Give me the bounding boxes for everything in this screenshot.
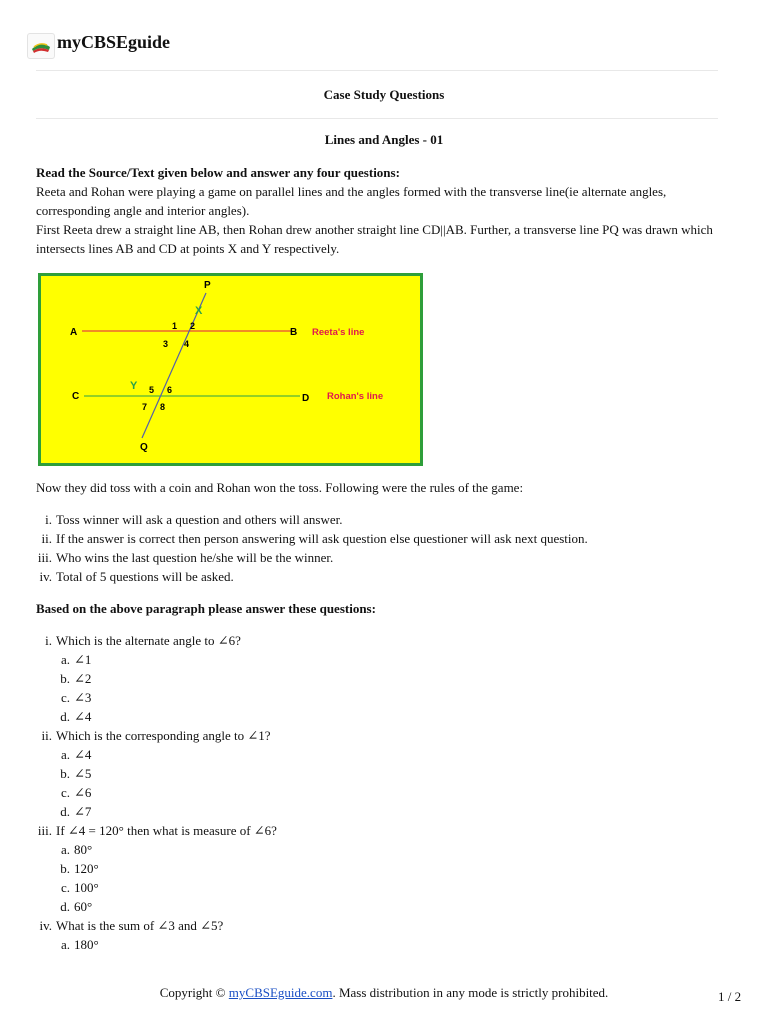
intro-text — [36, 163, 726, 258]
question-number: iii. — [37, 823, 52, 838]
option-text: ∠5 — [74, 766, 92, 781]
option-text: ∠4 — [74, 709, 92, 724]
footer — [0, 985, 768, 1001]
option-letter: a. — [60, 747, 70, 762]
rule-text: Toss winner will ask a question and others will answer. — [56, 512, 343, 527]
option-letter: c. — [60, 785, 70, 800]
option-item — [36, 878, 726, 897]
subtitle: Lines and Angles - 01 — [324, 132, 444, 147]
option-letter: d. — [60, 804, 70, 819]
questions-heading: Based on the above paragraph please answer these questions: — [36, 601, 376, 616]
option-item — [36, 859, 726, 878]
option-text: 80° — [74, 842, 93, 857]
logo-icon[interactable] — [27, 33, 55, 59]
angle-1: 1 — [172, 321, 178, 331]
label-X: X — [195, 305, 203, 317]
option-item — [36, 783, 726, 802]
option-text: ∠3 — [74, 690, 92, 705]
copyright-prefix: Copyright © — [159, 985, 229, 1000]
label-P: P — [204, 280, 211, 291]
rules-list — [36, 510, 726, 586]
option-item — [36, 650, 726, 669]
question-text: Which is the alternate angle to ∠6? — [56, 633, 241, 648]
paragraph: Now they did toss with a coin and Rohan won the toss. Following were the rules of the game: — [36, 480, 524, 495]
option-letter: b. — [60, 861, 70, 876]
option-item — [36, 802, 726, 821]
option-text: 60° — [74, 899, 93, 914]
angle-4: 4 — [184, 339, 190, 349]
game-rules-section — [36, 478, 726, 586]
option-text: ∠6 — [74, 785, 92, 800]
rule-number: iv. — [39, 569, 52, 584]
question-item — [36, 821, 726, 840]
question-text: If ∠4 = 120° then what is measure of ∠6? — [56, 823, 277, 838]
option-item — [36, 669, 726, 688]
divider — [36, 70, 718, 71]
rohan-line-label: Rohan's line — [327, 391, 384, 402]
label-D: D — [302, 393, 310, 404]
label-B: B — [290, 327, 298, 338]
question-item — [36, 726, 726, 745]
angle-3: 3 — [163, 339, 169, 349]
question-text: What is the sum of ∠3 and ∠5? — [56, 918, 224, 933]
rule-item — [36, 510, 726, 529]
option-text: 120° — [74, 861, 99, 876]
option-text: ∠1 — [74, 652, 92, 667]
figure-background — [40, 275, 422, 465]
option-text: 180° — [74, 937, 99, 952]
rule-item — [36, 529, 726, 548]
rule-number: i. — [45, 512, 52, 527]
reeta-line-label: Reeta's line — [312, 327, 365, 338]
option-letter: a. — [60, 842, 70, 857]
question-text: Which is the corresponding angle to ∠1? — [56, 728, 271, 743]
question-item — [36, 631, 726, 650]
angle-7: 7 — [142, 402, 148, 412]
option-letter: b. — [60, 766, 70, 781]
rule-item — [36, 548, 726, 567]
question-number: i. — [45, 633, 52, 648]
instruction: Read the Source/Text given below and answer any four questions: — [36, 165, 400, 180]
option-letter: b. — [60, 671, 70, 686]
option-letter: d. — [60, 709, 70, 724]
lines-angles-figure — [38, 273, 423, 466]
angle-2: 2 — [190, 321, 196, 331]
page-number: 1 / 2 — [718, 989, 742, 1004]
option-item — [36, 745, 726, 764]
option-text: ∠2 — [74, 671, 92, 686]
questions-section — [36, 599, 726, 954]
rule-text: If the answer is correct then person answering will ask question else questioner will ask next question. — [56, 531, 588, 546]
angle-5: 5 — [149, 385, 155, 395]
option-item — [36, 935, 726, 954]
rule-item — [36, 567, 726, 586]
option-item — [36, 897, 726, 916]
angle-6: 6 — [167, 385, 173, 395]
option-letter: c. — [60, 690, 70, 705]
option-letter: a. — [60, 937, 70, 952]
question-number: iv. — [39, 918, 52, 933]
question-item — [36, 916, 726, 935]
rule-number: iii. — [37, 550, 52, 565]
label-Q: Q — [140, 442, 148, 453]
label-A: A — [70, 327, 78, 338]
section-title: Case Study Questions — [323, 87, 445, 102]
paragraph: First Reeta drew a straight line AB, then Rohan drew another straight line CD||AB. Further, a transverse line PQ was drawn which intersects lines AB and CD at points X and Y respectively. — [36, 222, 713, 256]
label-C: C — [72, 391, 80, 402]
rule-number: ii. — [41, 531, 52, 546]
option-text: ∠7 — [74, 804, 92, 819]
angle-8: 8 — [160, 402, 166, 412]
option-letter: d. — [60, 899, 70, 914]
question-number: ii. — [41, 728, 52, 743]
option-item — [36, 840, 726, 859]
option-text: ∠4 — [74, 747, 92, 762]
brand-name[interactable]: myCBSEguide — [57, 32, 171, 52]
label-Y: Y — [130, 380, 138, 392]
option-letter: c. — [60, 880, 70, 895]
option-letter: a. — [60, 652, 70, 667]
option-item — [36, 764, 726, 783]
paragraph: Reeta and Rohan were playing a game on parallel lines and the angles formed with the transverse line(ie alternate angles, corresponding angle and interior angles). — [36, 184, 667, 218]
divider — [36, 118, 718, 119]
copyright-suffix: . Mass distribution in any mode is strictly prohibited. — [332, 985, 609, 1000]
option-item — [36, 707, 726, 726]
option-item — [36, 688, 726, 707]
site-link[interactable]: myCBSEguide.com — [228, 985, 333, 1000]
header — [0, 0, 768, 70]
rule-text: Total of 5 questions will be asked. — [56, 569, 234, 584]
questions-list — [36, 631, 726, 954]
rule-text: Who wins the last question he/she will be the winner. — [56, 550, 334, 565]
option-text: 100° — [74, 880, 99, 895]
